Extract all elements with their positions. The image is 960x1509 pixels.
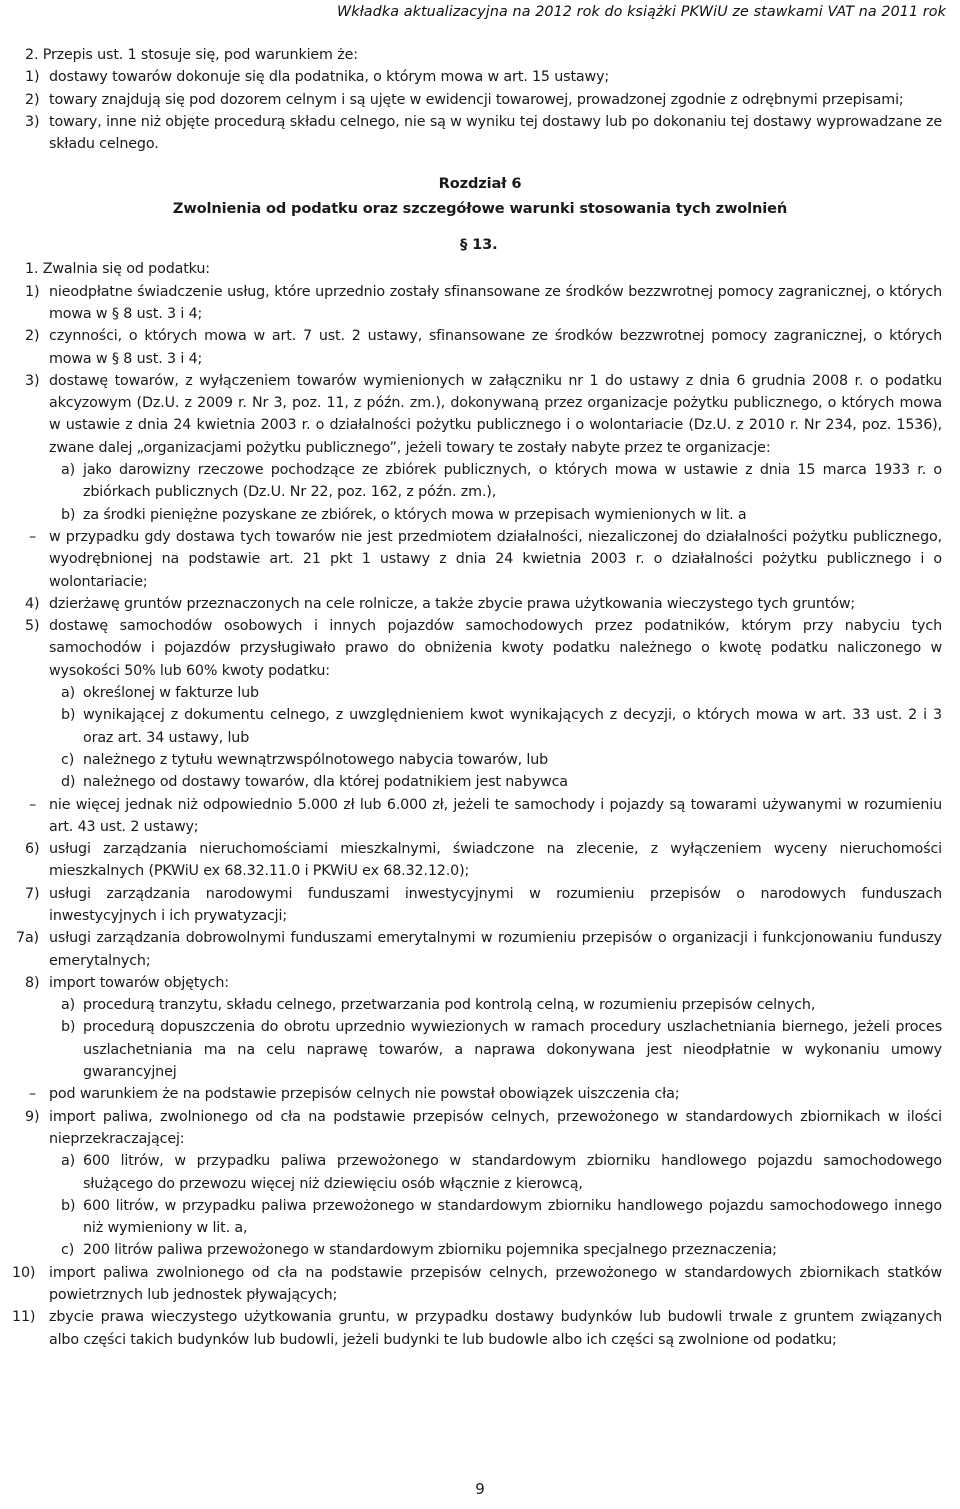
exemption-item-7a [0, 927, 960, 972]
condition-item-3 [0, 111, 960, 156]
subitem-text: określonej w fakturze lub [83, 685, 259, 702]
item-label: 3) [25, 372, 40, 389]
item-text: import towarów objętych: [49, 974, 229, 991]
document-body [0, 44, 960, 1351]
subitem-text: jako darowizny rzeczowe pochodzące ze zbiórek publicznych, o których mowa w ustawie z dnia 15 marca 1933 r. o zbiórkach publicznych (Dz.U. Nr 22, poz. 162, z późn. zm.), [83, 462, 942, 501]
condition-label: 3) [25, 113, 40, 130]
exemption-subitem-5a [0, 682, 960, 704]
item-label: 5) [25, 618, 40, 635]
paragraph-2 [0, 44, 960, 66]
exemption-subitem-9a [0, 1150, 960, 1195]
exemption-item-1 [0, 281, 960, 326]
exemption-item-5 [0, 615, 960, 682]
subitem-text: za środki pieniężne pozyskane ze zbiórek, o których mowa w przepisach wymienionych w lit. a [83, 506, 747, 523]
subitem-label: c) [61, 1242, 75, 1259]
exemption-item-7 [0, 883, 960, 928]
condition-text: towary, inne niż objęte procedurą składu celnego, nie są w wyniku tej dostawy lub po dokonaniu tej dostawy wyprowadzane ze składu celnego. [49, 113, 942, 153]
item-text: dostawę towarów, z wyłączeniem towarów wymienionych w załączniku nr 1 do ustawy z dnia 6 grudnia 2008 r. o podatku akcyzowym (Dz.U. z 2009 r. Nr 3, poz. 11, z późn. zm.), dokonywaną przez organizacje pożytku publicznego, o których mowa w ustawie z dnia 24 kwietnia 2003 r. o działalności pożytku publicznego i o wolontariacie (Dz.U. z 2010 r. Nr 234, poz. 1536), zwane dalej „organizacjami pożytku publicznego”, jeżeli towary te zostały nabyte przez te organizacje: [49, 372, 942, 456]
exemption-item-11 [0, 1306, 960, 1351]
subitem-text: procedurą dopuszczenia do obrotu uprzednio wywiezionych w ramach procedury uszlachetniania biernego, jeżeli proces uszlachetniania ma na celu naprawę towarów, a naprawa dokonywana jest nieodpłatnie w wykonaniu umowy gwarancyjnej [83, 1019, 942, 1081]
exemption-item-8 [0, 972, 960, 994]
dash-text: w przypadku gdy dostawa tych towarów nie jest przedmiotem działalności, niezaliczonej do działalności pożytku publicznego, wyodrębnionej na podstawie art. 21 pkt 1 ustawy z dnia 24 kwietnia 2003 r. o działalności pożytku publicznego i o wolontariacie; [49, 528, 942, 590]
condition-text: dostawy towarów dokonuje się dla podatnika, o którym mowa w art. 15 ustawy; [49, 69, 610, 86]
condition-item-2 [0, 89, 960, 111]
dash-label: – [29, 1086, 36, 1103]
chapter-title: Zwolnienia od podatku oraz szczegółowe warunki stosowania tych zwolnień [172, 199, 788, 217]
exemption-item-6 [0, 838, 960, 883]
dash-text: pod warunkiem że na podstawie przepisów celnych nie powstał obowiązek uiszczenia cła; [49, 1086, 680, 1103]
subitem-text: wynikającej z dokumentu celnego, z uwzględnieniem kwot wynikających z decyzji, o których mowa w art. 33 ust. 2 i 3 oraz art. 34 ustawy, lub [83, 707, 942, 746]
paragraph-2-text: 2. Przepis ust. 1 stosuje się, pod warunkiem że: [25, 47, 358, 63]
subitem-label: a) [61, 997, 76, 1014]
subitem-label: b) [61, 506, 76, 523]
item-text: import paliwa zwolnionego od cła na podstawie przepisów celnych, przewożonego w standardowych zbiornikach statków powietrznych lub jednostek pływających; [49, 1264, 942, 1304]
exemption-item-3 [0, 370, 960, 459]
subitem-text: 600 litrów, w przypadku paliwa przewożonego w standardowym zbiorniku handlowego pojazdu samochodowego innego niż wymieniony w lit. a, [83, 1197, 942, 1237]
item-text: nieodpłatne świadczenie usług, które uprzednio zostały sfinansowane ze środków bezzwrotnej pomocy zagranicznej, o których mowa w § 8 ust. 3 i 4; [49, 283, 942, 322]
condition-text: towary znajdują się pod dozorem celnym i są ujęte w ewidencji towarowej, prowadzonej zgodnie z odrębnymi przepisami; [49, 91, 904, 108]
condition-item-1 [0, 66, 960, 88]
dash-label: – [29, 528, 36, 545]
item-label: 7a) [16, 930, 39, 947]
dash-text: nie więcej jednak niż odpowiednio 5.000 zł lub 6.000 zł, jeżeli te samochody i pojazdy są towarami używanymi w rozumieniu art. 43 ust. 2 ustawy; [49, 796, 942, 835]
running-header: Wkładka aktualizacyjna na 2012 rok do książki PKWiU ze stawkami VAT na 2011 rok [336, 4, 946, 20]
item-label: 8) [25, 974, 40, 991]
item-text: usługi zarządzania dobrowolnymi funduszami emerytalnymi w rozumieniu przepisów o organizacji i funkcjonowaniu funduszy emerytalnych; [49, 930, 942, 969]
exemption-subitem-3b [0, 504, 960, 526]
subitem-label: a) [61, 1153, 76, 1170]
item-text: dzierżawę gruntów przeznaczonych na cele rolnicze, a także zbycie prawa użytkowania wieczystego tych gruntów; [49, 595, 856, 612]
exemption-subitem-8a [0, 994, 960, 1016]
item-text: usługi zarządzania nieruchomościami mieszkalnymi, świadczone na zlecenie, z wyłączeniem wyceny nieruchomości mieszkalnych (PKWiU ex 68.32.11.0 i PKWiU ex 68.32.12.0); [49, 841, 942, 880]
subitem-label: c) [61, 751, 75, 768]
exemption-subitem-3a [0, 459, 960, 504]
chapter-number: Rozdział 6 [438, 175, 522, 193]
exemption-item-10 [0, 1262, 960, 1307]
subitem-label: b) [61, 707, 76, 724]
section-label: § 13. [460, 236, 498, 254]
subitem-text: 600 litrów, w przypadku paliwa przewożonego w standardowym zbiorniku handlowego pojazdu samochodowego służącego do przewozu więcej niż dziewięciu osób włącznie z kierowcą, [83, 1153, 942, 1192]
item-label: 4) [25, 595, 40, 612]
item-label: 9) [25, 1108, 40, 1125]
subitem-label: a) [61, 462, 76, 479]
subitem-text: należnego z tytułu wewnątrzwspólnotowego nabycia towarów, lub [83, 751, 549, 768]
subitem-text: należnego od dostawy towarów, dla której podatnikiem jest nabywca [83, 774, 568, 791]
exemption-item-2 [0, 325, 960, 370]
item-label: 6) [25, 841, 40, 858]
section-lead: 1. Zwalnia się od podatku: [25, 261, 210, 278]
item-text: import paliwa, zwolnionego od cła na podstawie przepisów celnych, przewożonego w standardowych zbiornikach w ilości nieprzekraczającej: [49, 1108, 942, 1147]
subitem-label: d) [61, 774, 76, 791]
subitem-label: a) [61, 685, 76, 702]
item-label: 10) [12, 1264, 36, 1281]
exemption-subitem-9c [0, 1239, 960, 1261]
item-text: zbycie prawa wieczystego użytkowania gruntu, w przypadku dostawy budynków lub budowli trwale z gruntem związanych albo części takich budynków lub budowli, jeżeli budynki te lub budowle albo ich części są zwolnione od podatku; [49, 1309, 942, 1348]
exemption-subitem-8b [0, 1016, 960, 1083]
dash-label: – [29, 796, 36, 813]
page-number: 9 [475, 1480, 485, 1498]
item-label: 7) [25, 885, 40, 902]
exemption-item-5-dash [0, 794, 960, 839]
item-text: usługi zarządzania narodowymi funduszami inwestycyjnymi w rozumieniu przepisów o narodowych funduszach inwestycyjnych i ich prywatyzacji; [49, 885, 942, 924]
item-text: czynności, o których mowa w art. 7 ust. 2 ustawy, sfinansowane ze środków bezzwrotnej pomocy zagranicznej, o których mowa w § 8 ust. 3 i 4; [49, 328, 942, 367]
exemption-subitem-5c [0, 749, 960, 771]
subitem-label: b) [61, 1019, 76, 1036]
subitem-text: 200 litrów paliwa przewożonego w standardowym zbiorniku pojemnika specjalnego przeznaczenia; [83, 1242, 777, 1259]
condition-label: 2) [25, 91, 40, 108]
item-label: 2) [25, 328, 40, 345]
exemption-subitem-9b [0, 1195, 960, 1240]
exemption-item-3-dash [0, 526, 960, 593]
condition-label: 1) [25, 69, 40, 86]
subitem-label: b) [61, 1197, 76, 1214]
exemption-item-9 [0, 1106, 960, 1151]
exemption-item-4 [0, 593, 960, 615]
item-label: 11) [12, 1309, 36, 1326]
item-text: dostawę samochodów osobowych i innych pojazdów samochodowych przez podatników, którym przy nabyciu tych samochodów i pojazdów przysługiwało prawo do obniżenia kwoty podatku należnego o kwotę podatku naliczonego w wysokości 50% lub 60% kwoty podatku: [49, 618, 942, 679]
exemption-item-8-dash [0, 1083, 960, 1105]
exemption-subitem-5d [0, 771, 960, 793]
subitem-text: procedurą tranzytu, składu celnego, przetwarzania pod kontrolą celną, w rozumieniu przepisów celnych, [83, 997, 816, 1014]
exemption-subitem-5b [0, 704, 960, 749]
item-label: 1) [25, 283, 40, 300]
